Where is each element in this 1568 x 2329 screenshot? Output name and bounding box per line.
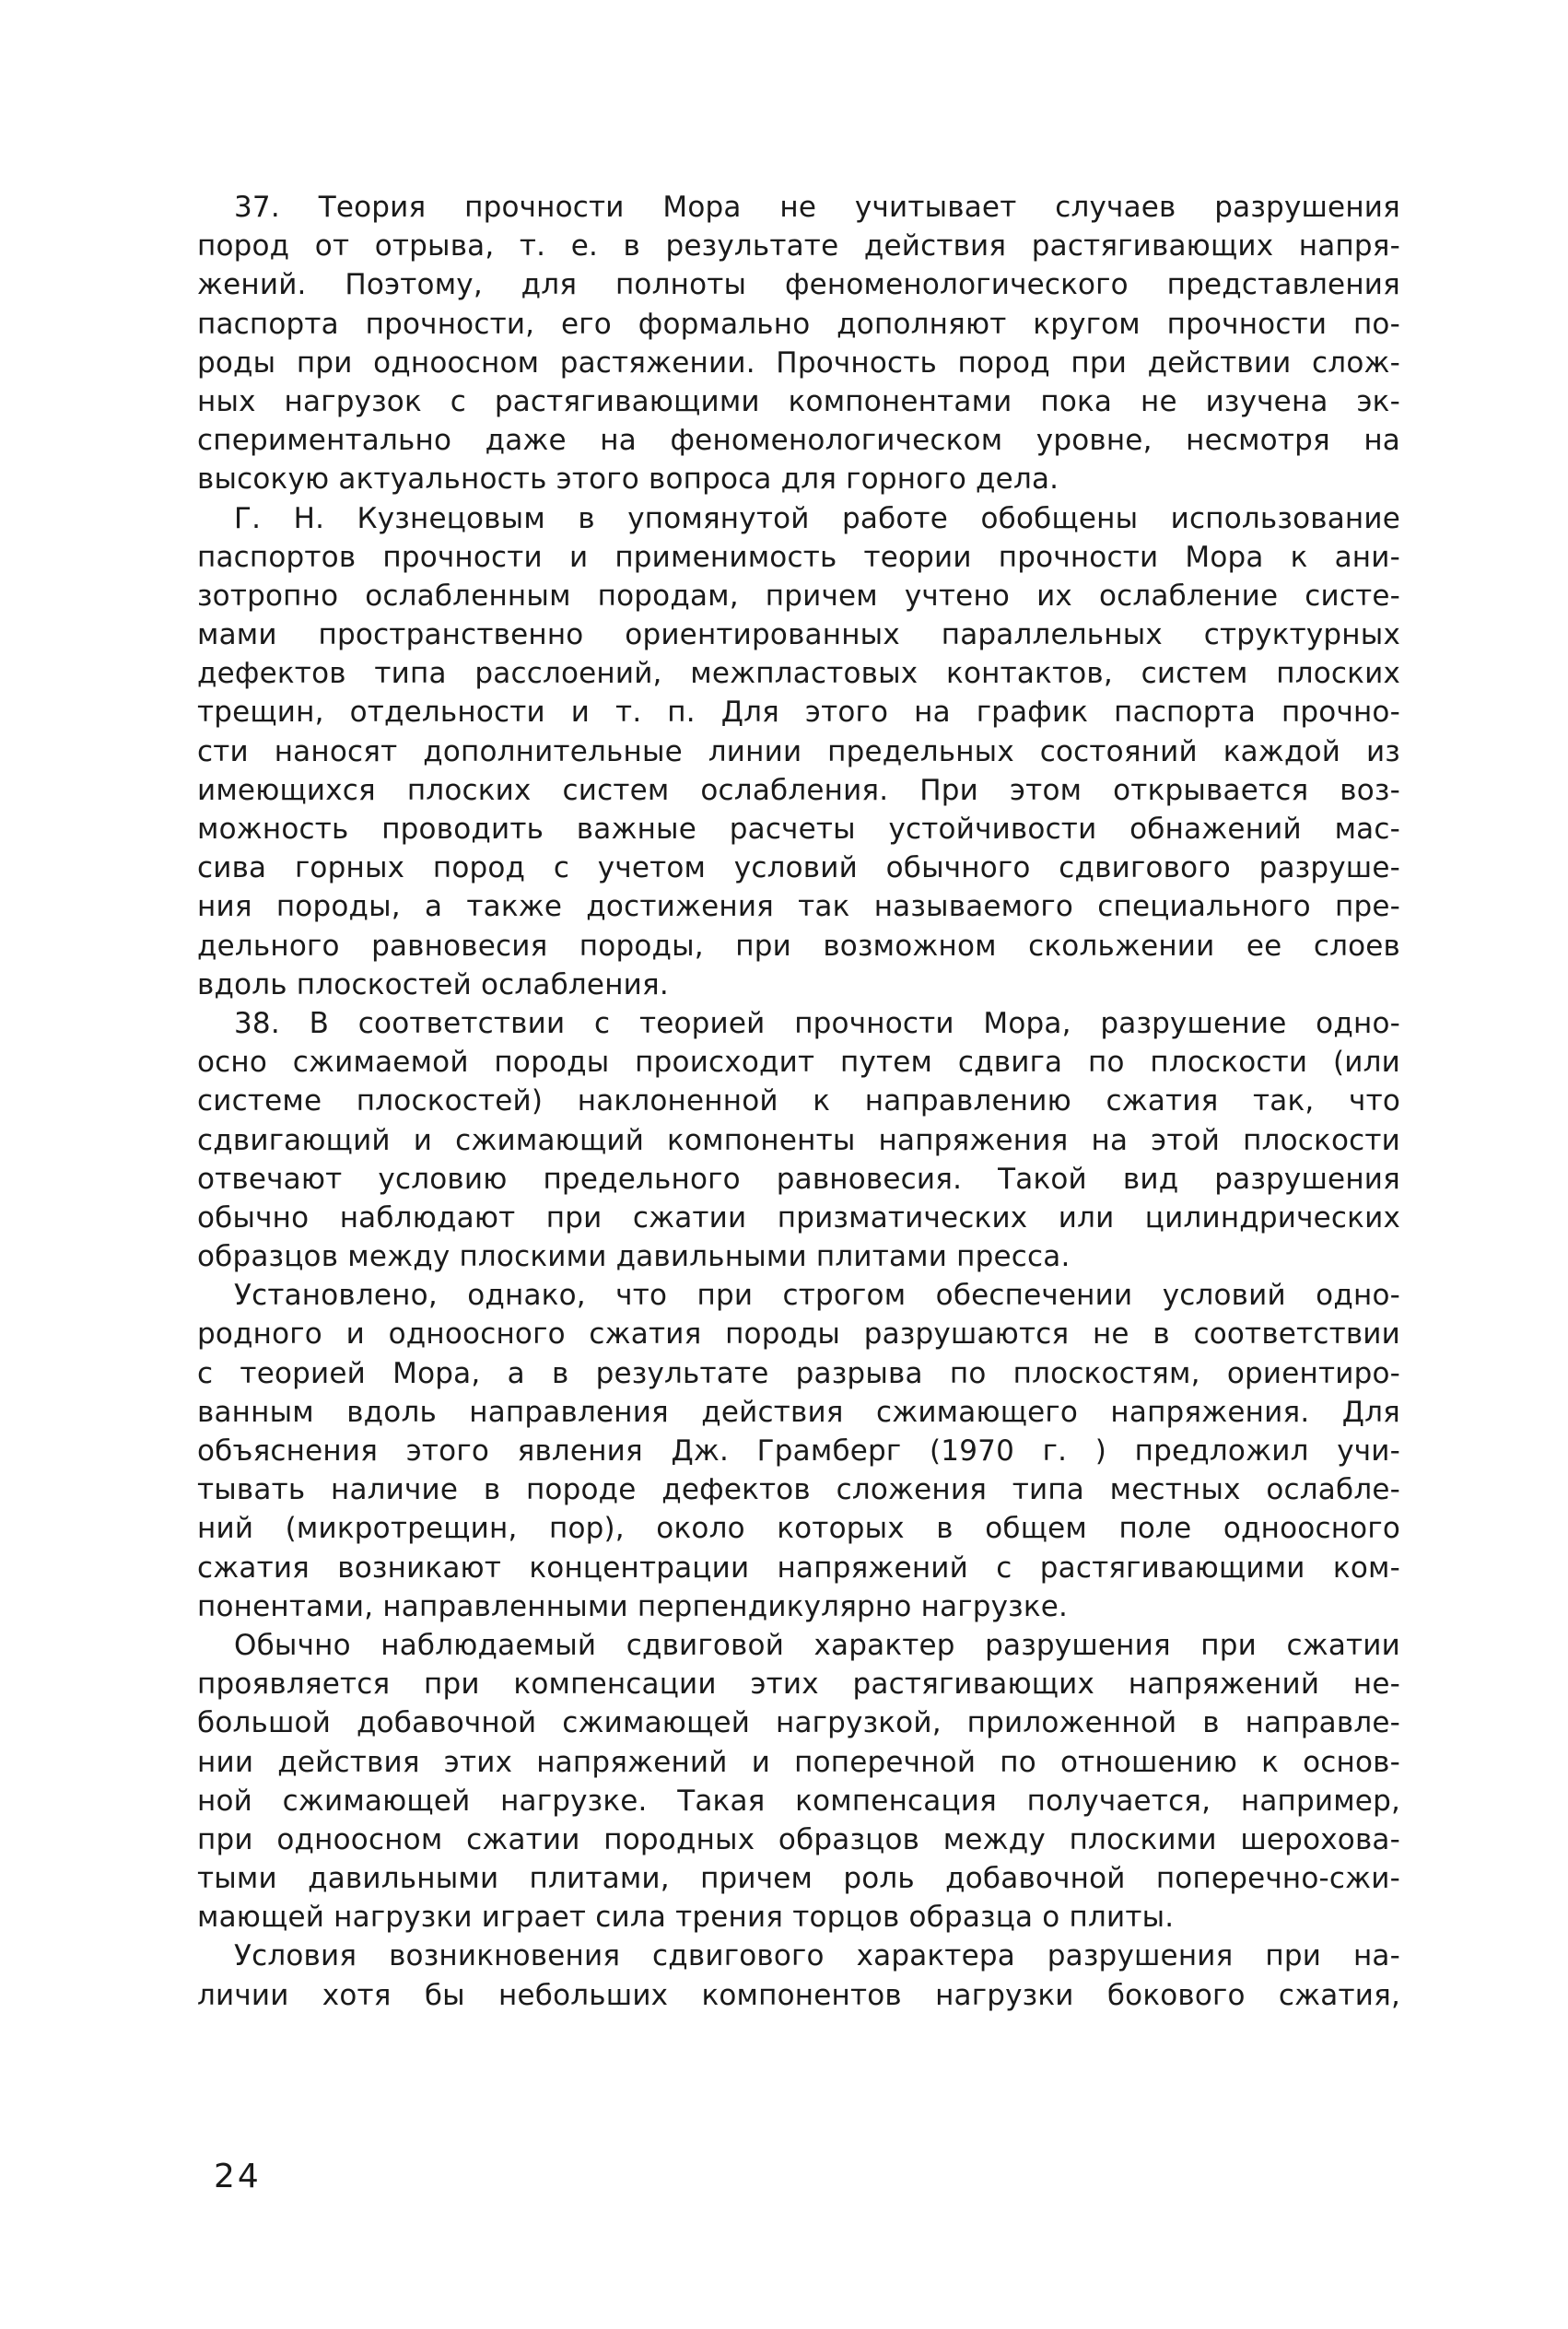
text-line: спериментально даже на феноменологическом уровне, несмотря на	[197, 424, 1400, 458]
paragraph-38	[197, 1004, 1400, 1276]
text-line: паспорта прочности, его формально дополняют кругом прочности по-	[197, 307, 1400, 341]
text-line: дельного равновесия породы, при возможном скольжении ее слоев	[197, 929, 1400, 963]
text-line: ния породы, а также достижения так называемого специального пре-	[197, 890, 1400, 924]
text-line: сива горных пород с учетом условий обычного сдвигового разруше-	[197, 851, 1400, 885]
text-line: мами пространственно ориентированных параллельных структурных	[197, 618, 1400, 652]
text-line: вдоль плоскостей ослабления.	[197, 967, 669, 1001]
text-line: ной сжимающей нагрузке. Такая компенсация получается, например,	[197, 1784, 1400, 1818]
paragraph-gramberg	[197, 1276, 1400, 1626]
text-line: личии хотя бы небольших компонентов нагрузки бокового сжатия,	[197, 1978, 1400, 2012]
text-line: высокую актуальность этого вопроса для горного дела.	[197, 462, 1059, 497]
paragraph-shear	[197, 1626, 1400, 1937]
text-line: имеющихся плоских систем ослабления. При этом открывается воз-	[197, 773, 1400, 807]
text-line: мающей нагрузки играет сила трения торцов образца о плиты.	[197, 1901, 1175, 1935]
text-line: проявляется при компенсации этих растягивающих напряжений не-	[197, 1668, 1400, 1702]
text-line: системе плоскостей) наклоненной к направлению сжатия так, что	[197, 1084, 1400, 1118]
text-line: Установлено, однако, что при строгом обеспечении условий одно-	[234, 1279, 1400, 1313]
text-line: тывать наличие в породе дефектов сложения типа местных ослабле-	[197, 1473, 1400, 1507]
text-line: сти наносят дополнительные линии предельных состояний каждой из	[197, 734, 1400, 768]
text-line: роды при одноосном растяжении. Прочность пород при действии слож-	[197, 345, 1400, 380]
text-line: ванным вдоль направления действия сжимающего напряжения. Для	[197, 1395, 1400, 1429]
text-line: с теорией Мора, а в результате разрыва по плоскостям, ориентиро-	[197, 1356, 1400, 1390]
text-line: можность проводить важные расчеты устойчивости обнажений мас-	[197, 813, 1400, 846]
page-number: 24	[214, 2158, 262, 2195]
text-line: Условия возникновения сдвигового характера разрушения при на-	[234, 1939, 1400, 1973]
text-line: зотропно ослабленным породам, причем учтено их ослабление систе-	[197, 579, 1400, 613]
text-line: Обычно наблюдаемый сдвиговой характер разрушения при сжатии	[234, 1628, 1400, 1662]
text-line: Г. Н. Кузнецовым в упомянутой работе обобщены использование	[234, 501, 1400, 535]
text-line: 38. В соответствии с теорией прочности Мора, разрушение одно-	[234, 1006, 1400, 1040]
text-line: жений. Поэтому, для полноты феноменологического представления	[197, 268, 1400, 302]
text-line: родного и одноосного сжатия породы разрушаются не в соответствии	[197, 1317, 1400, 1352]
paragraph-37	[197, 188, 1400, 499]
text-line: сдвигающий и сжимающий компоненты напряжения на этой плоскости	[197, 1123, 1400, 1157]
text-line: при одноосном сжатии породных образцов между плоскими шерохова-	[197, 1822, 1400, 1856]
paragraph-conditions	[197, 1937, 1400, 2014]
paragraph-kuznetsov	[197, 499, 1400, 1004]
text-line: сжатия возникают концентрации напряжений с растягивающими ком-	[197, 1551, 1400, 1585]
text-line: отвечают условию предельного равновесия. Такой вид разрушения	[197, 1162, 1400, 1196]
text-line: пород от отрыва, т. е. в результате действия растягивающих напря-	[197, 229, 1400, 263]
text-line: нии действия этих напряжений и поперечной по отношению к основ-	[197, 1745, 1400, 1779]
text-line: 37. Теория прочности Мора не учитывает случаев разрушения	[234, 191, 1400, 224]
text-line: обычно наблюдают при сжатии призматических или цилиндрических	[197, 1200, 1400, 1235]
text-line: ных нагрузок с растягивающими компонентами пока не изучена эк-	[197, 384, 1400, 418]
text-line: большой добавочной сжимающей нагрузкой, приложенной в направле-	[197, 1706, 1400, 1740]
text-line: паспортов прочности и применимость теории прочности Мора к ани-	[197, 540, 1400, 574]
text-line: осно сжимаемой породы происходит путем сдвига по плоскости (или	[197, 1046, 1400, 1080]
body-text	[197, 188, 1400, 2015]
text-line: дефектов типа расслоений, межпластовых контактов, систем плоских	[197, 657, 1400, 691]
text-line: ний (микротрещин, пор), около которых в общем поле одноосного	[197, 1512, 1400, 1546]
text-line: тыми давильными плитами, причем роль добавочной поперечно-сжи-	[197, 1862, 1400, 1896]
text-line: образцов между плоскими давильными плитами пресса.	[197, 1240, 1071, 1274]
text-line: трещин, отдельности и т. п. Для этого на график паспорта прочно-	[197, 696, 1400, 730]
text-line: объяснения этого явления Дж. Грамберг (1970 г. ) предложил учи-	[197, 1434, 1400, 1468]
text-line: понентами, направленными перпендикулярно нагрузке.	[197, 1589, 1069, 1623]
